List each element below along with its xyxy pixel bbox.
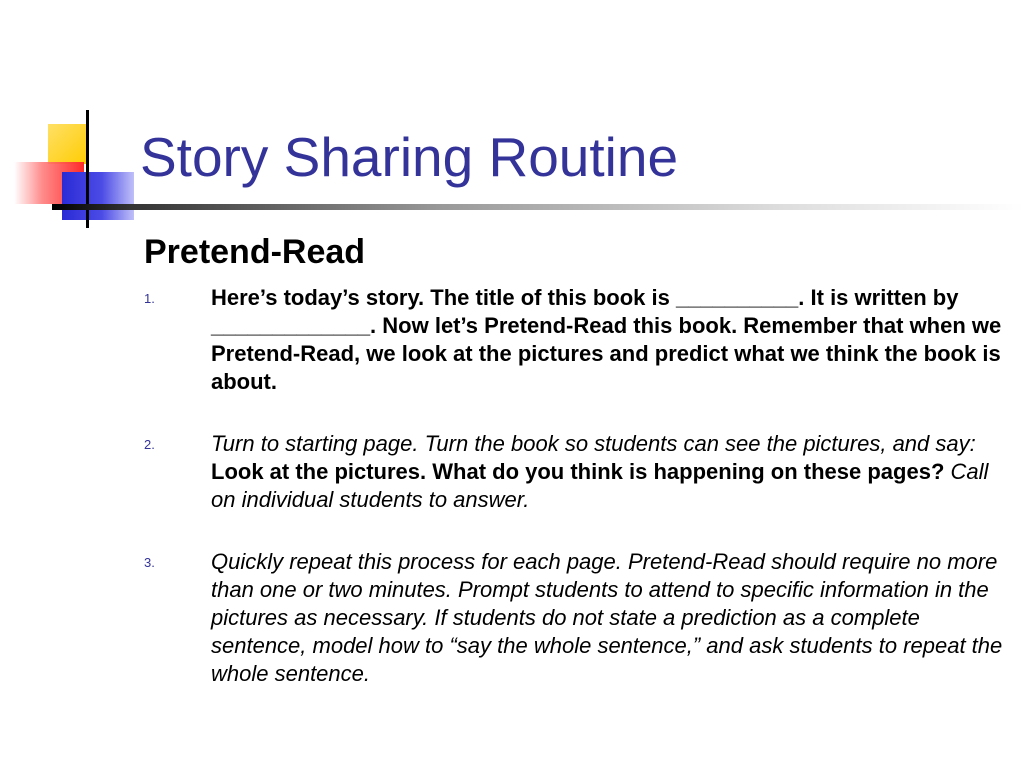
step-script: Look at the pictures. What do you think is happening on these pages?: [211, 459, 945, 484]
step-number: 1.: [144, 291, 155, 306]
section-subheading: Pretend-Read: [144, 233, 366, 271]
list-item: [144, 284, 1004, 396]
step-number: 3.: [144, 555, 155, 570]
decorative-vertical-line: [86, 110, 89, 228]
decorative-blue-square: [62, 172, 134, 220]
decorative-yellow-square: [48, 124, 88, 164]
step-instruction: Turn to starting page. Turn the book so students can see the pictures, and say:: [211, 431, 976, 456]
step-text: Quickly repeat this process for each page. Pretend-Read should require no more than one or two minutes. Prompt students to attend to specific information in the pictures as necessary. If students do not state a prediction as a complete sentence, model how to “say the whole sentence,” and ask students to repeat the whole sentence.: [211, 549, 1003, 686]
step-instruction-followup: Call on individual students to answer.: [211, 459, 989, 512]
step-number: 2.: [144, 437, 155, 452]
title-underline-divider: [52, 204, 1024, 210]
list-item: [144, 430, 1004, 514]
step-text: Here’s today’s story. The title of this book is __________. It is written by _____________. Now let’s Pretend-Read this book. Remember that when we Pretend-Read, we look at the pictures and predict what we think the book is about.: [211, 285, 1002, 394]
steps-list: [144, 284, 1004, 688]
list-item: [144, 548, 1004, 688]
slide-title: Story Sharing Routine: [140, 126, 679, 188]
slide-body: [144, 232, 1004, 688]
